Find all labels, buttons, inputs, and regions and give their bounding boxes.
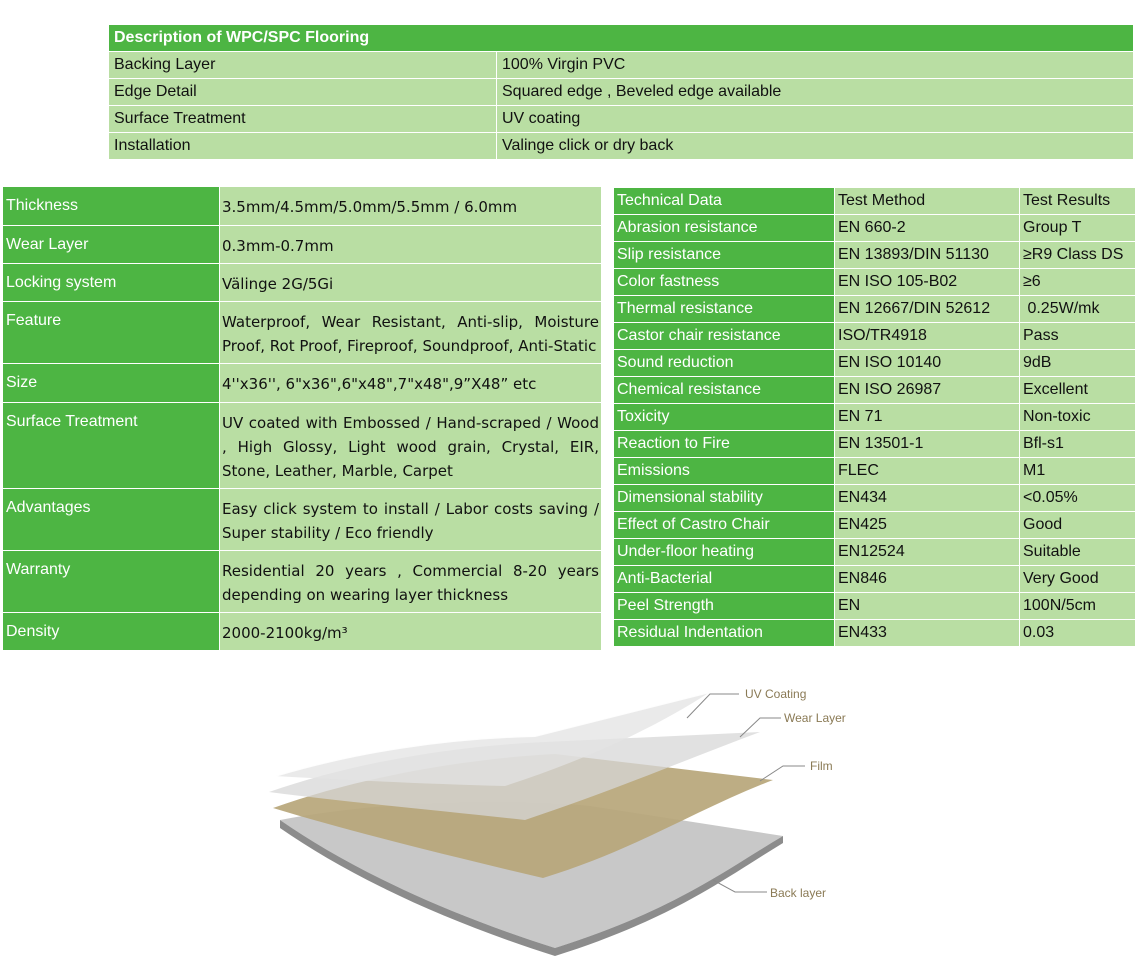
spec-label: Locking system (3, 264, 220, 302)
spec-label: Surface Treatment (3, 403, 220, 489)
tech-result-cell: Bfl-s1 (1020, 431, 1136, 458)
tech-data-cell: Slip resistance (614, 242, 835, 269)
tech-data-cell: Chemical resistance (614, 377, 835, 404)
spec-value: 0.3mm-0.7mm (220, 226, 602, 264)
table-row (614, 323, 1136, 350)
description-title: Description of WPC/SPC Flooring (109, 25, 1134, 52)
tech-data-cell: Thermal resistance (614, 296, 835, 323)
tech-data-cell: Residual Indentation (614, 620, 835, 647)
table-row (3, 403, 602, 489)
spec-label: Thickness (3, 187, 220, 226)
tech-result-cell: 9dB (1020, 350, 1136, 377)
back-layer-label: Back layer (770, 886, 827, 900)
table-row (109, 106, 1134, 133)
table-row (614, 593, 1136, 620)
description-table (108, 24, 1134, 160)
table-row (614, 377, 1136, 404)
table-row (3, 613, 602, 651)
table-row (614, 350, 1136, 377)
table-header-row (614, 188, 1136, 215)
tech-result-cell: 0.25W/mk (1020, 296, 1136, 323)
spec-label: Density (3, 613, 220, 651)
tech-result-cell: ≥6 (1020, 269, 1136, 296)
tech-result-cell: Suitable (1020, 539, 1136, 566)
table-row (614, 269, 1136, 296)
spec-value: Residential 20 years , Commercial 8-20 years depending on wearing layer thickness (220, 551, 602, 613)
tech-data-cell: Reaction to Fire (614, 431, 835, 458)
table-row (614, 296, 1136, 323)
tech-data-cell: Sound reduction (614, 350, 835, 377)
tech-result-cell: ≥R9 Class DS (1020, 242, 1136, 269)
tech-method-cell: EN (835, 593, 1020, 620)
tech-method-cell: EN ISO 10140 (835, 350, 1020, 377)
tech-method-cell: EN 71 (835, 404, 1020, 431)
wear-layer-label: Wear Layer (784, 711, 846, 725)
tech-data-cell: Emissions (614, 458, 835, 485)
description-value: Valinge click or dry back (497, 133, 1134, 160)
table-row (614, 512, 1136, 539)
tech-result-cell: Pass (1020, 323, 1136, 350)
tech-data-cell: Abrasion resistance (614, 215, 835, 242)
tech-result-cell: 100N/5cm (1020, 593, 1136, 620)
tech-data-cell: Color fastness (614, 269, 835, 296)
tech-data-cell: Dimensional stability (614, 485, 835, 512)
column-header: Test Results (1020, 188, 1136, 215)
description-value: UV coating (497, 106, 1134, 133)
table-row (3, 226, 602, 264)
film-label: Film (810, 759, 833, 773)
table-row (614, 215, 1136, 242)
table-row (109, 52, 1134, 79)
spec-value: 4''x36'', 6"x36",6"x48",7"x48",9”X48” etc (220, 364, 602, 403)
tech-method-cell: EN425 (835, 512, 1020, 539)
tech-result-cell: Excellent (1020, 377, 1136, 404)
table-row (614, 431, 1136, 458)
spec-table (2, 186, 602, 651)
description-label: Backing Layer (109, 52, 497, 79)
uv-coating-label: UV Coating (745, 687, 807, 701)
tech-method-cell: EN 660-2 (835, 215, 1020, 242)
table-row (614, 539, 1136, 566)
spec-value: UV coated with Embossed / Hand-scraped / Wood , High Glossy, Light wood grain, Crystal, EIR, Stone, Leather, Marble, Carpet (220, 403, 602, 489)
column-header: Test Method (835, 188, 1020, 215)
description-label: Edge Detail (109, 79, 497, 106)
tech-method-cell: EN433 (835, 620, 1020, 647)
table-row (3, 302, 602, 364)
tech-data-cell: Anti-Bacterial (614, 566, 835, 593)
tech-data-cell: Under-floor heating (614, 539, 835, 566)
description-value: Squared edge , Beveled edge available (497, 79, 1134, 106)
spec-label: Advantages (3, 489, 220, 551)
tech-method-cell: EN ISO 105-B02 (835, 269, 1020, 296)
table-row (614, 458, 1136, 485)
table-row (614, 566, 1136, 593)
tech-data-cell: Effect of Castro Chair (614, 512, 835, 539)
tech-method-cell: ISO/TR4918 (835, 323, 1020, 350)
spec-label: Feature (3, 302, 220, 364)
column-header: Technical Data (614, 188, 835, 215)
tech-result-cell: M1 (1020, 458, 1136, 485)
layer-diagram (255, 680, 875, 960)
tech-result-cell: Very Good (1020, 566, 1136, 593)
tech-method-cell: EN 13893/DIN 51130 (835, 242, 1020, 269)
tech-data-cell: Peel Strength (614, 593, 835, 620)
tech-data-cell: Toxicity (614, 404, 835, 431)
tech-method-cell: EN ISO 26987 (835, 377, 1020, 404)
layer-diagram-illustration (255, 680, 875, 960)
tech-method-cell: EN12524 (835, 539, 1020, 566)
description-label: Surface Treatment (109, 106, 497, 133)
table-row (109, 79, 1134, 106)
back-layer-leader (713, 880, 767, 892)
table-row (3, 489, 602, 551)
spec-value: Välinge 2G/5Gi (220, 264, 602, 302)
tech-method-cell: EN 12667/DIN 52612 (835, 296, 1020, 323)
tech-result-cell: Group T (1020, 215, 1136, 242)
film-leader (760, 766, 805, 781)
table-row (3, 264, 602, 302)
spec-value: Easy click system to install / Labor costs saving / Super stability / Eco friendly (220, 489, 602, 551)
table-row (614, 404, 1136, 431)
table-row (109, 133, 1134, 160)
tech-method-cell: EN846 (835, 566, 1020, 593)
spec-label: Warranty (3, 551, 220, 613)
tech-method-cell: EN434 (835, 485, 1020, 512)
spec-label: Wear Layer (3, 226, 220, 264)
table-row (614, 242, 1136, 269)
tech-method-cell: FLEC (835, 458, 1020, 485)
table-row (3, 551, 602, 613)
spec-value: Waterproof, Wear Resistant, Anti-slip, Moisture Proof, Rot Proof, Fireproof, Soundproof, Anti-Static (220, 302, 602, 364)
tech-result-cell: Good (1020, 512, 1136, 539)
tech-method-cell: EN 13501-1 (835, 431, 1020, 458)
table-row (3, 187, 602, 226)
spec-value: 2000-2100kg/m³ (220, 613, 602, 651)
description-value: 100% Virgin PVC (497, 52, 1134, 79)
tech-data-cell: Castor chair resistance (614, 323, 835, 350)
table-row (614, 620, 1136, 647)
tech-result-cell: <0.05% (1020, 485, 1136, 512)
tech-result-cell: Non-toxic (1020, 404, 1136, 431)
spec-value: 3.5mm/4.5mm/5.0mm/5.5mm / 6.0mm (220, 187, 602, 226)
spec-label: Size (3, 364, 220, 403)
tech-result-cell: 0.03 (1020, 620, 1136, 647)
description-label: Installation (109, 133, 497, 160)
table-row (3, 364, 602, 403)
technical-table (613, 187, 1136, 647)
table-row (614, 485, 1136, 512)
